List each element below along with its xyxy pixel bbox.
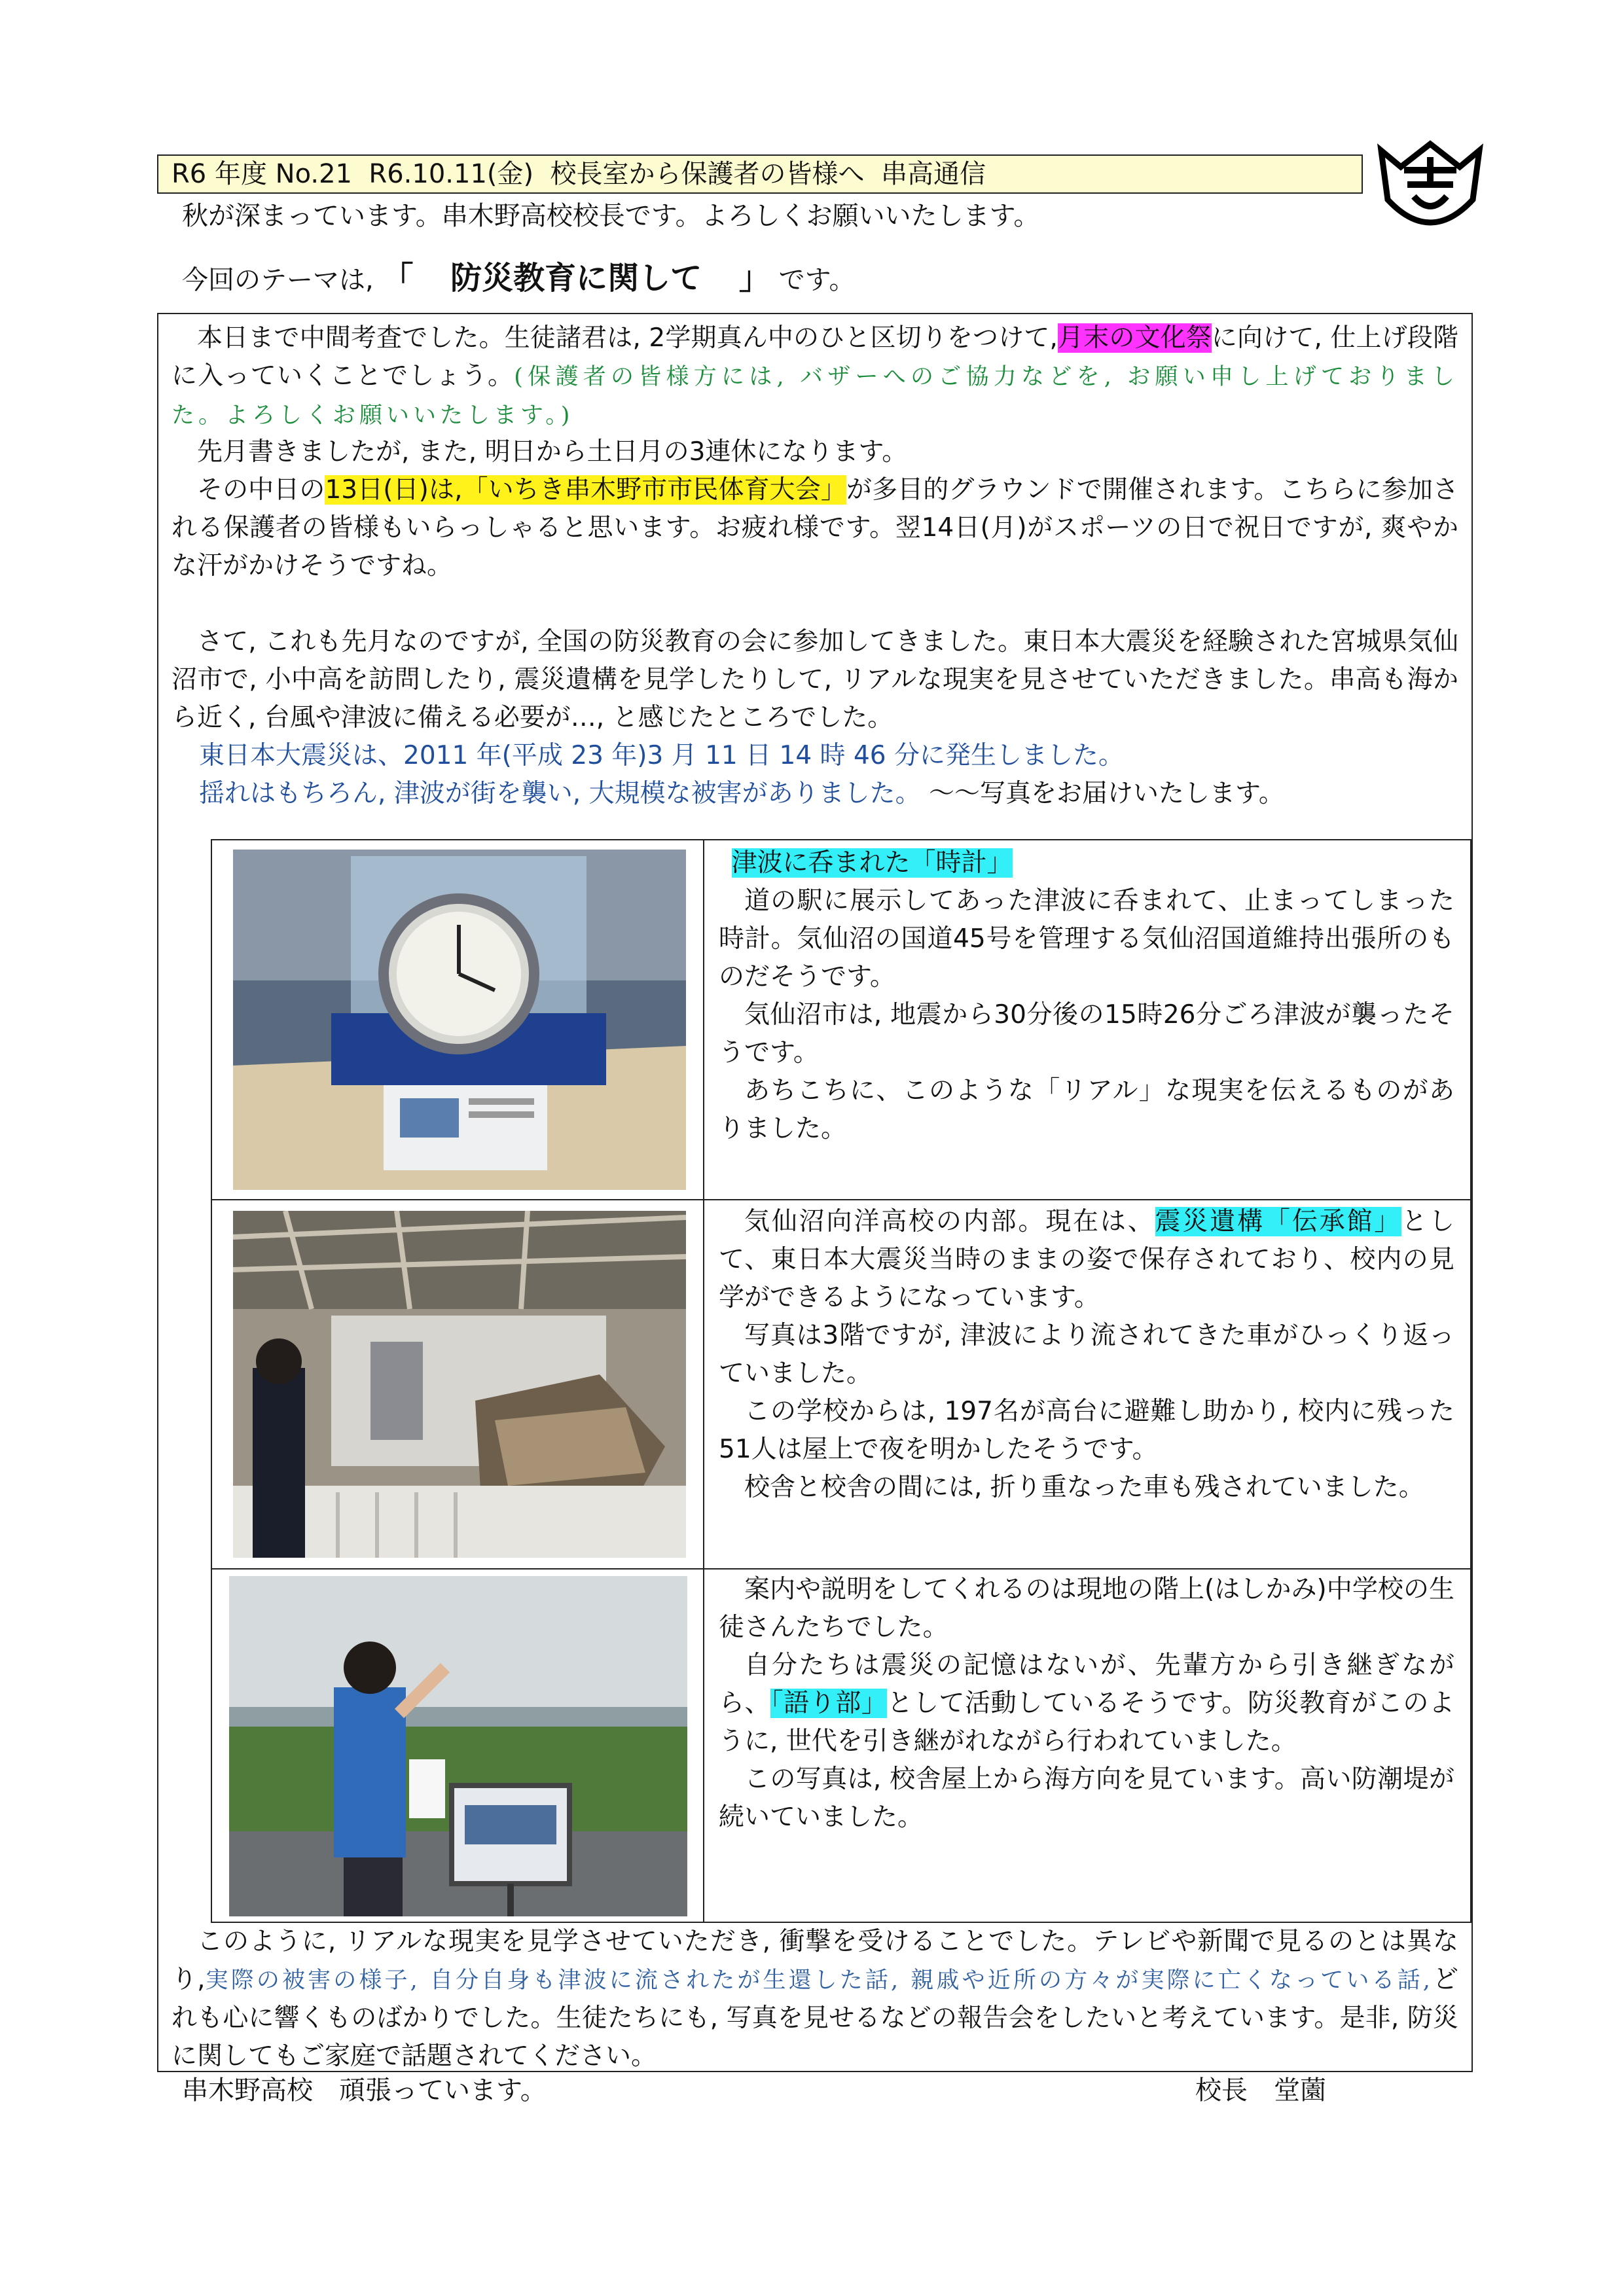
school-text-3: この学校からは, 197名が高台に避難し助かり, 校内に残った51人は屋上で夜を明かしたそうです。 — [719, 1397, 1454, 1464]
intro-p3-text: その中日の — [197, 475, 325, 505]
photo-intro-text: ～～写真をお届けいたします。 — [929, 779, 1284, 808]
intro-p1-text-2: に向けて, 仕上げ段階に入っていくことでしょう。 — [171, 323, 1458, 391]
guide-text-2 — [719, 1647, 1454, 1761]
intro-paragraph-2: 先月書きましたが, また, 明日から土日月の3連休になります。 — [197, 437, 908, 467]
guide-text-2b: として活動しているそうです。防災教育がこのように, 世代を引き継がれながら行われていました。 — [719, 1689, 1454, 1756]
theme-open-bracket: 「 — [382, 260, 414, 296]
header-from: 校長室から保護者の皆様へ — [550, 159, 865, 189]
newsletter-name: 串高通信 — [880, 159, 986, 189]
clock-text-3: あちこちに、このような「リアル」な現実を伝えるものがありました。 — [719, 1076, 1454, 1143]
school-text-2: 写真は3階ですが, 津波により流されてきた車がひっくり返っていました。 — [719, 1321, 1454, 1388]
closing-text-b: どれも心に響くものばかりでした。生徒たちにも, 写真を見せるなどの報告会をしたいと考えています。是非, 防災に関してもご家庭で話題されてください。 — [171, 1965, 1458, 2071]
table-row-divider — [211, 1199, 1471, 1200]
school-interior-photo — [233, 1211, 686, 1558]
theme-title: 防災教育に関して — [450, 260, 702, 296]
closing-text-a: このように, リアルな現実を見学させていただき, 衝撃を受けることでした。テレビや新聞で見るのとは異なり, — [171, 1927, 1458, 1994]
sports-festival-highlight: 13日(日)は,「いちき串木野市市民体育大会」 — [325, 475, 846, 505]
newsletter-header — [157, 154, 1363, 194]
intro-p1-text: 本日まで中間考査でした。生徒諸君は, 2学期真ん中のひと区切りをつけて, — [197, 323, 1058, 353]
clock-description — [719, 844, 1454, 1148]
theme-line — [182, 255, 855, 303]
guide-text-3: この写真は, 校舎屋上から海方向を見ています。高い防潮堤が続いていました。 — [719, 1765, 1454, 1832]
guide-text-1: 案内や説明をしてくれるのは現地の階上(はしかみ)中学校の生徒さんたちでした。 — [719, 1575, 1454, 1642]
table-row-divider — [211, 1568, 1471, 1570]
earthquake-info-line-2 — [199, 775, 1462, 813]
theme-close-bracket: 」 — [738, 260, 770, 296]
intro-paragraph-3 — [171, 471, 1458, 585]
issue-date: R6.10.11(金) — [369, 159, 534, 189]
greeting-line: 秋が深まっています。串木野高校校長です。よろしくお願いいたします。 — [182, 201, 1040, 231]
closing-paragraph — [171, 1923, 1458, 2075]
bazaar-note: (保護者の皆様方には, バザーへのご協力などを, お願い申し上げておりました。よろしくお願いいたします。) — [171, 364, 1458, 429]
school-text-1 — [719, 1203, 1454, 1317]
culture-festival-highlight: 月末の文化祭 — [1057, 323, 1212, 353]
clock-heading: 津波に呑まれた「時計」 — [731, 848, 1013, 878]
issue-number: R6 年度 No.21 — [171, 159, 352, 189]
school-text-4: 校舎と校舎の間には, 折り重なった車も残されていました。 — [744, 1473, 1424, 1502]
earthquake-info-text: 揺れはもちろん, 津波が街を襲い, 大規模な被害がありました。 — [199, 779, 921, 808]
table-column-divider — [703, 839, 704, 1923]
guide-text-2a: 自分たちは震災の記憶はないが、先輩方から引き継ぎながら、 — [719, 1651, 1454, 1718]
intro-paragraph-1 — [171, 319, 1458, 435]
earthquake-info-line-1: 東日本大震災は、2011 年(平成 23 年)3 月 11 日 14 時 46 分に発生しました。 — [199, 741, 1124, 770]
storyteller-highlight: 「語り部」 — [770, 1689, 888, 1718]
school-emblem-logo — [1375, 137, 1486, 236]
intro-paragraph-4: さて, これも先月なのですが, 全国の防災教育の会に参加してきました。東日本大震災を経験された宮城県気仙沼市で, 小中高を訪問したり, 震災遺構を見学したりして, リアルな現実を見させていただきました。串高も海から近く, 台風や津波に備える必要が…, と感じたところでした。 — [171, 627, 1458, 732]
guide-description — [719, 1571, 1454, 1837]
clock-text-2: 気仙沼市は, 地震から30分後の15時26分ごろ津波が襲ったそうです。 — [719, 1000, 1454, 1067]
memorial-hall-highlight: 震災遺構「伝承館」 — [1155, 1207, 1402, 1236]
footer-signature: 校長 堂薗 — [1195, 2075, 1326, 2106]
intro-p3-text-2: が多目的グラウンドで開催されます。こちらに参加される保護者の皆様もいらっしゃると思います。お疲れ様です。翌14日(月)がスポーツの日で祝日ですが, 爽やかな汗がかけそうですね。 — [171, 475, 1458, 581]
school-description — [719, 1203, 1454, 1507]
school-text-1a: 気仙沼向洋高校の内部。現在は、 — [744, 1207, 1155, 1236]
theme-prefix: 今回のテーマは, — [182, 265, 374, 295]
clock-text-1: 道の駅に展示してあった津波に呑まれて、止まってしまった時計。気仙沼の国道45号を管理する気仙沼国道維持出張所のものだそうです。 — [719, 886, 1454, 992]
footer-slogan: 串木野高校 頑張っています。 — [182, 2075, 547, 2106]
school-text-1b: として、東日本大震災当時のままの姿で保存されており、校内の見学ができるようになっています。 — [719, 1207, 1454, 1312]
closing-note: 実際の被害の様子, 自分自身も津波に流されたが生還した話, 親戚や近所の方々が実際に亡くなっている話, — [205, 1967, 1433, 1994]
theme-suffix: です。 — [778, 265, 856, 295]
student-guide-photo — [229, 1576, 687, 1916]
tsunami-clock-photo — [233, 850, 686, 1190]
